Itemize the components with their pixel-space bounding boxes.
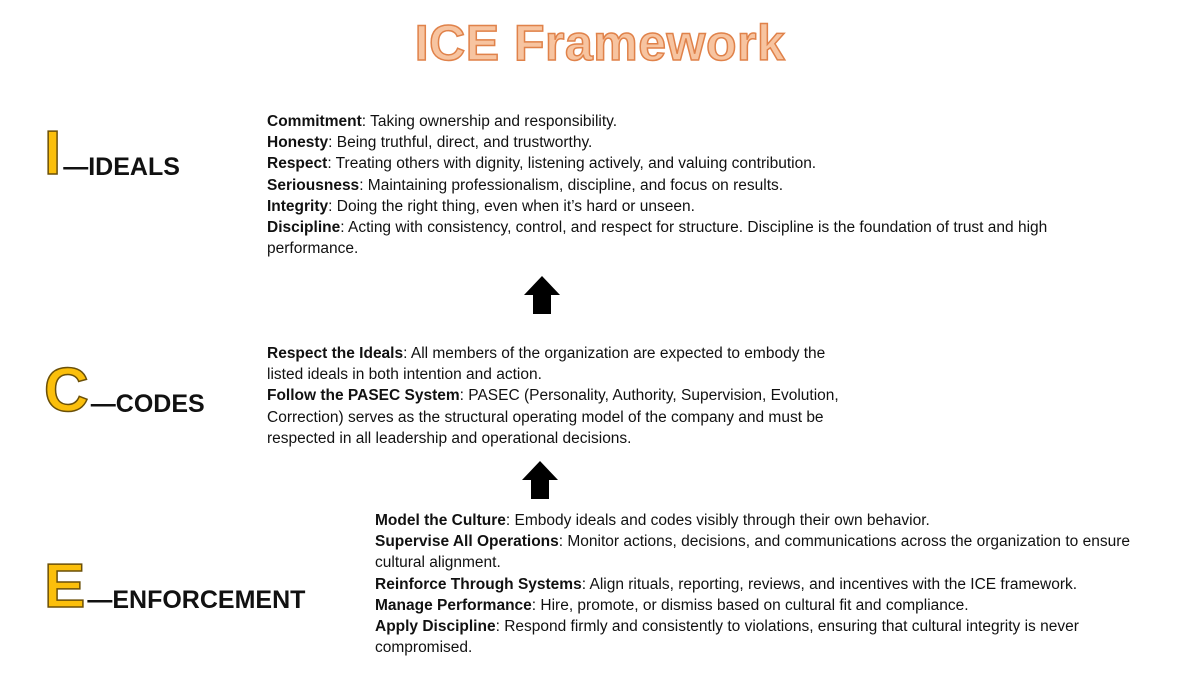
item-desc: : Treating others with dignity, listening actively, and valuing contribution.: [327, 155, 817, 173]
enforcement-letter: E: [44, 552, 86, 621]
enforcement-list: [375, 510, 1160, 658]
list-item: [375, 531, 1160, 573]
list-item: [375, 510, 1160, 531]
item-term: Commitment: [267, 113, 362, 130]
list-item: [267, 111, 1107, 132]
item-desc: : Acting with consistency, control, and respect for structure. Discipline is the foundation of trust and high performance.: [267, 219, 1048, 258]
codes-label: —CODES: [90, 390, 205, 418]
item-desc: : Respond firmly and consistently to violations, ensuring that cultural integrity is never compromised.: [375, 618, 1079, 657]
enforcement-heading: [44, 552, 306, 621]
ideals-label: —IDEALS: [63, 153, 180, 181]
enforcement-label: —ENFORCEMENT: [87, 586, 306, 614]
item-term: Follow the PASEC System: [267, 387, 460, 405]
item-desc: : All members of the organization are expected to embody the listed ideals in both intention and action.: [267, 345, 826, 384]
item-desc: : Hire, promote, or dismiss based on cultural fit and compliance.: [531, 596, 969, 614]
item-desc: : Maintaining professionalism, discipline, and focus on results.: [359, 176, 784, 194]
list-item: [267, 153, 1107, 174]
list-item: [267, 343, 857, 385]
ideals-list: [267, 111, 1107, 259]
item-desc: : Monitor actions, decisions, and communications across the organization to ensure cultural alignment.: [375, 533, 1130, 572]
list-item: [267, 217, 1107, 259]
ideals-heading: [44, 119, 180, 188]
item-term: Seriousness: [267, 176, 360, 194]
codes-heading: [44, 356, 205, 425]
item-desc: : Embody ideals and codes visibly through their own behavior.: [505, 512, 930, 529]
item-term: Reinforce Through Systems: [375, 575, 582, 593]
item-term: Model the Culture: [375, 512, 506, 529]
item-term: Discipline: [267, 219, 341, 237]
item-term: Integrity: [267, 197, 329, 215]
codes-list: [267, 343, 857, 449]
list-item: [267, 385, 857, 449]
arrow-up-icon: [520, 460, 560, 500]
page-title: ICE Framework: [414, 15, 786, 71]
list-item: [375, 574, 1160, 595]
list-item: [375, 616, 1160, 658]
arrow-up-icon: [522, 275, 562, 315]
item-term: Respect: [267, 155, 328, 173]
ideals-letter: I: [44, 119, 62, 188]
item-term: Manage Performance: [375, 596, 532, 614]
list-item: [267, 175, 1107, 196]
item-desc: : PASEC (Personality, Authority, Supervision, Evolution, Correction) serves as the structural operating model of the company and must be respected in all leadership and operational decisions.: [267, 387, 839, 447]
item-desc: : Being truthful, direct, and trustworthy.: [328, 134, 593, 152]
codes-letter: C: [44, 356, 89, 425]
item-term: Apply Discipline: [375, 618, 496, 636]
item-desc: : Align rituals, reporting, reviews, and incentives with the ICE framework.: [581, 575, 1078, 593]
list-item: [267, 196, 1107, 217]
item-term: Honesty: [267, 134, 329, 152]
item-desc: : Doing the right thing, even when it’s hard or unseen.: [328, 197, 695, 215]
item-desc: : Taking ownership and responsibility.: [361, 113, 618, 130]
item-term: Respect the Ideals: [267, 345, 404, 362]
list-item: [375, 595, 1160, 616]
item-term: Supervise All Operations: [375, 533, 559, 551]
list-item: [267, 132, 1107, 153]
